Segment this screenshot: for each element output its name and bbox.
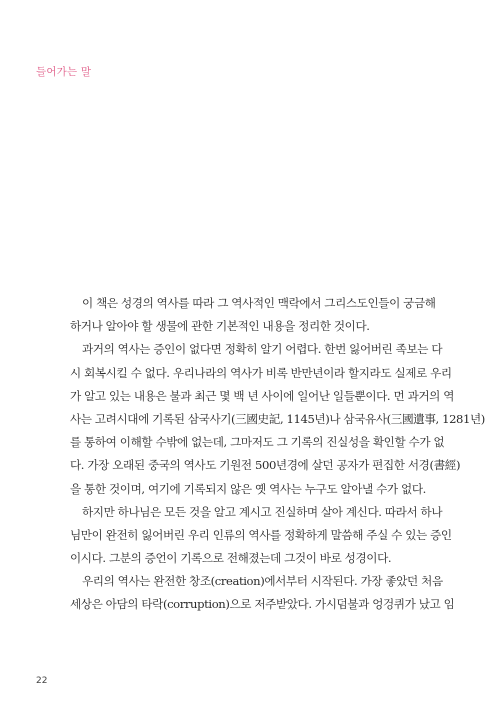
text-line: 사는 고려시대에 기록된 삼국사기(三國史記, 1145년)나 삼국유사(三國遺事, 1281년)	[70, 411, 485, 426]
text-line: 시 회복시킬 수 없다. 우리나라의 역사가 비록 반만년이라 할지라도 실제로 우리	[70, 365, 452, 380]
text-line: 우리의 역사는 완전한 창조(creation)에서부터 시작된다. 가장 좋았던 처음	[82, 574, 443, 589]
section-title: 들어가는 말	[36, 66, 92, 78]
text-line: 하거나 알아야 할 생물에 관한 기본적인 내용을 정리한 것이다.	[70, 319, 370, 334]
text-line: 이 책은 성경의 역사를 따라 그 역사적인 맥락에서 그리스도인들이 궁금해	[82, 296, 436, 310]
text-line: 를 통하여 이해할 수밖에 없는데, 그마저도 그 기록의 진실성을 확인할 수가 없	[70, 435, 445, 450]
text-line: 가 알고 있는 내용은 불과 최근 몇 백 년 사이에 일어난 일들뿐이다. 먼 과거의 역	[70, 388, 455, 403]
text-line: 세상은 아담의 타락(corruption)으로 저주받았다. 가시덤불과 엉겅퀴가 났고 임	[70, 597, 455, 612]
body-text	[70, 292, 485, 617]
text-line: 과거의 역사는 증인이 없다면 정확히 알기 어렵다. 한번 잃어버린 족보는 다	[82, 342, 443, 357]
page-number: 22	[36, 676, 48, 686]
text-line: 이시다. 그분의 증언이 기록으로 전해졌는데 그것이 바로 성경이다.	[70, 551, 392, 566]
text-line: 다. 가장 오래된 중국의 역사도 기원전 500년경에 살던 공자가 편집한 서경(書經)	[70, 458, 461, 473]
text-line: 님만이 완전히 잃어버린 우리 인류의 역사를 정확하게 말씀해 주실 수 있는 증인	[70, 527, 452, 542]
text-line: 을 통한 것이며, 여기에 기록되지 않은 옛 역사는 누구도 알아낼 수가 없다.	[70, 481, 426, 496]
text-line: 하지만 하나님은 모든 것을 알고 계시고 진실하며 살아 계신다. 따라서 하나	[82, 504, 443, 519]
